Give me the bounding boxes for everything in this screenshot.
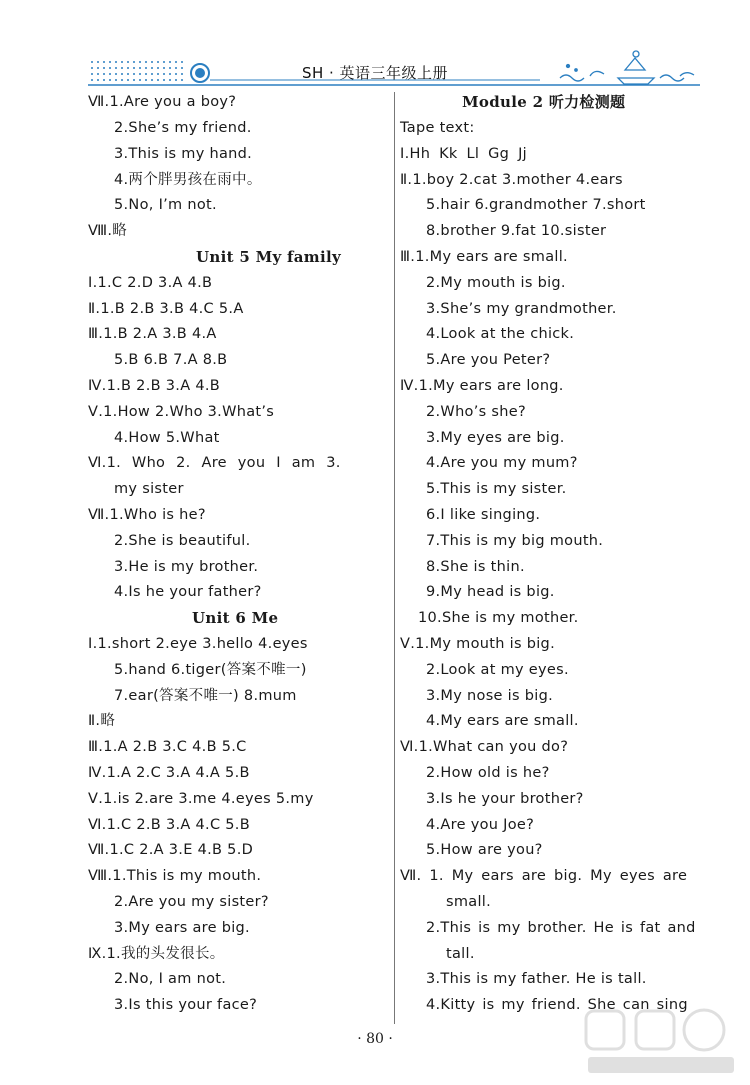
answer-line: Ⅶ.1.Who is he? [88, 507, 206, 523]
answer-line: 2.No, I am not. [114, 971, 227, 987]
answer-line: 4.Are you Joe? [426, 817, 535, 833]
answer-line: Ⅱ.1.B 2.B 3.B 4.C 5.A [88, 301, 244, 317]
answer-line: 3.My eyes are big. [426, 430, 565, 446]
answer-line: 2.She is beautiful. [114, 533, 251, 549]
answer-line: 3.My ears are big. [114, 920, 250, 936]
answer-line: Ⅵ.1. Who 2. Are you I am 3. [88, 455, 341, 471]
answer-line: Ⅱ.略 [88, 713, 116, 729]
answer-line: Ⅳ.1.A 2.C 3.A 4.A 5.B [88, 765, 250, 781]
answer-line: Ⅰ.Hh Kk Ll Gg Jj [400, 146, 527, 162]
answer-line: Ⅰ.1.short 2.eye 3.hello 4.eyes [88, 636, 308, 652]
answer-line: 2.How old is he? [426, 765, 550, 781]
answer-line: 3.Is this your face? [114, 997, 258, 1013]
answer-line: Tape text: [400, 120, 475, 136]
answer-line: 5.hair 6.grandmother 7.short [426, 197, 646, 213]
answer-line: Ⅳ.1.My ears are long. [400, 378, 564, 394]
unit-heading: Unit 5 My family [196, 248, 341, 266]
answer-line: small. [446, 894, 492, 910]
answer-line: 8.She is thin. [426, 559, 525, 575]
answer-line: Ⅴ.1.My mouth is big. [400, 636, 555, 652]
answer-line: 5.No, I’m not. [114, 197, 217, 213]
answer-line: tall. [446, 946, 475, 962]
answer-line: Ⅰ.1.C 2.D 3.A 4.B [88, 275, 213, 291]
answer-line: Ⅱ.1.boy 2.cat 3.mother 4.ears [400, 172, 623, 188]
answer-line: 4.Look at the chick. [426, 326, 575, 342]
answer-line: Ⅷ.略 [88, 223, 128, 239]
answer-line: my sister [114, 481, 184, 497]
answer-line: 10.She is my mother. [418, 610, 579, 626]
answer-line: 4.How 5.What [114, 430, 220, 446]
answer-line: Ⅳ.1.B 2.B 3.A 4.B [88, 378, 221, 394]
answer-line: 8.brother 9.fat 10.sister [426, 223, 607, 239]
answer-line: Ⅵ.1.C 2.B 3.A 4.C 5.B [88, 817, 250, 833]
answer-line: 6.I like singing. [426, 507, 541, 523]
answer-line: Ⅲ.1.B 2.A 3.B 4.A [88, 326, 217, 342]
answer-line: 7.This is my big mouth. [426, 533, 604, 549]
answer-line: 3.She’s my grandmother. [426, 301, 617, 317]
watermark-stamp-icon [580, 1005, 740, 1080]
answer-line: Ⅶ. 1. My ears are big. My eyes are [400, 868, 688, 884]
answer-line: Ⅵ.1.What can you do? [400, 739, 569, 755]
answer-line: 5.This is my sister. [426, 481, 567, 497]
answer-line: Ⅶ.1.C 2.A 3.E 4.B 5.D [88, 842, 254, 858]
answer-line: 2.My mouth is big. [426, 275, 566, 291]
answer-line: 3.My nose is big. [426, 688, 554, 704]
answer-line: Ⅲ.1.My ears are small. [400, 249, 568, 265]
answer-line: 2.Are you my sister? [114, 894, 269, 910]
answer-line: 4.My ears are small. [426, 713, 579, 729]
running-header-title: SH · 英语三年级上册 [301, 64, 449, 82]
answer-line: 2.This is my brother. He is fat and [426, 920, 696, 936]
watermark-logo [580, 1005, 740, 1080]
answer-line: Ⅴ.1.How 2.Who 3.What’s [88, 404, 275, 420]
answer-line: Ⅸ.1.我的头发很长。 [88, 946, 225, 962]
unit-heading: Unit 6 Me [192, 609, 279, 627]
answer-line: Ⅷ.1.This is my mouth. [88, 868, 262, 884]
module-heading: Module 2 听力检测题 [462, 93, 626, 111]
page-header [0, 0, 750, 90]
column-divider [394, 92, 395, 1024]
answer-line: 3.He is my brother. [114, 559, 259, 575]
answer-line: 2.She’s my friend. [114, 120, 252, 136]
answer-line: 5.How are you? [426, 842, 543, 858]
answer-line: 4.Kitty is my friend. She can sing [426, 997, 688, 1013]
page-number: · 80 · [357, 1031, 393, 1047]
answer-line: 4.两个胖男孩在雨中。 [114, 172, 262, 188]
answer-line: 5.hand 6.tiger(答案不唯一) [114, 662, 307, 678]
answer-line: 7.ear(答案不唯一) 8.mum [114, 688, 297, 704]
answer-line: 3.This is my father. He is tall. [426, 971, 647, 987]
answer-line: 9.My head is big. [426, 584, 555, 600]
answer-line: Ⅲ.1.A 2.B 3.C 4.B 5.C [88, 739, 247, 755]
answer-line: 4.Is he your father? [114, 584, 262, 600]
answer-line: Ⅴ.1.is 2.are 3.me 4.eyes 5.my [88, 791, 314, 807]
answer-line: 5.B 6.B 7.A 8.B [114, 352, 228, 368]
answer-line: 3.This is my hand. [114, 146, 253, 162]
answer-line: 2.Who’s she? [426, 404, 526, 420]
answer-line: Ⅶ.1.Are you a boy? [88, 94, 237, 110]
answer-line: 3.Is he your brother? [426, 791, 584, 807]
answer-line: 2.Look at my eyes. [426, 662, 569, 678]
answer-line: 5.Are you Peter? [426, 352, 551, 368]
answer-line: 4.Are you my mum? [426, 455, 578, 471]
